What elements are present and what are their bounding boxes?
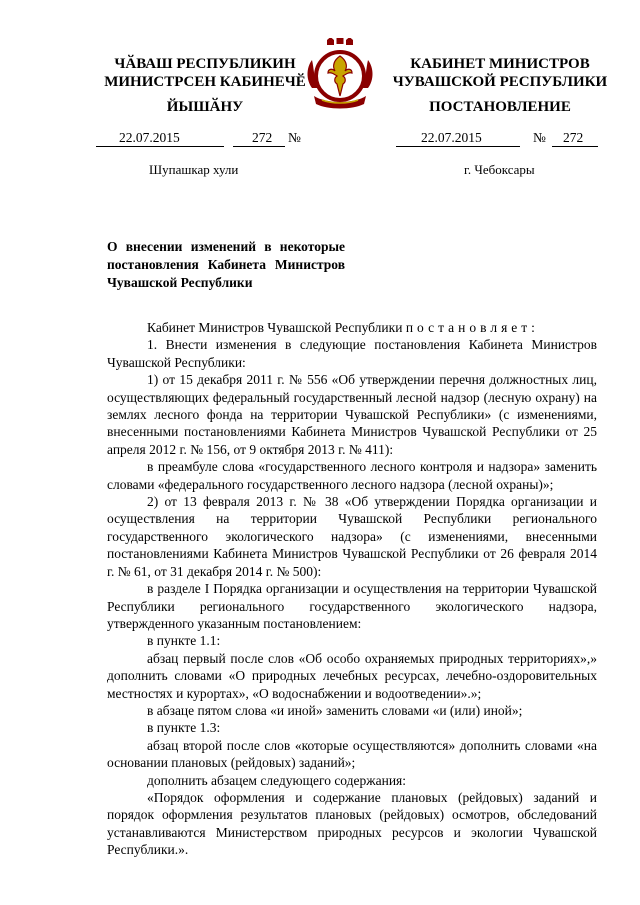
right-org-line2: ЧУВАШСКОЙ РЕСПУБЛИКИ: [392, 74, 608, 90]
left-doc-type: ЙЫШӐНУ: [166, 99, 244, 115]
left-date-underline: [96, 146, 224, 147]
body-paragraph: в разделе I Порядка организации и осуществления на территории Чувашской Республики регионального государственного экологического надзора, утвержденного указанным постановлением:: [107, 581, 597, 631]
body-paragraph: в пункте 1.1:: [147, 633, 221, 649]
body-paragraph: абзац первый после слов «Об особо охраняемых природных территориях»,» дополнить словами «О природных лечебных ресурсах, лечебно-оздоровительных местностях и курортах», «О водоснабжении и водоотведении».»;: [107, 650, 597, 701]
left-date: 22.07.2015: [119, 130, 180, 145]
body-paragraph: в абзаце пятом слова «и иной» заменить словами «и (или) иной»;: [147, 702, 523, 718]
right-number: 272: [563, 130, 584, 145]
body-paragraph: «Порядок оформления и содержание плановых (рейдовых) заданий и порядок оформления результатов плановых (рейдовых) осмотров, обследований устанавливаются Министерством природных ресурсов и экологии Чувашской Республики.».: [107, 789, 597, 858]
body-paragraph: в преамбуле слова «государственного лесного контроля и надзора» заменить словами «федерального государственного лесного надзора (лесной охраны)»;: [107, 459, 597, 492]
right-date: 22.07.2015: [421, 130, 482, 145]
left-number-sign: №: [288, 130, 301, 145]
right-number-sign: №: [533, 130, 546, 145]
body-paragraph: 2) от 13 февраля 2013 г. № 38 «Об утверждении Порядка организации и осуществления на территории Чувашской Республики регионального государственного экологического надзора» (с изменениями, внесенными постановлениями Кабинета Министров Чувашской Республики от 26 февраля 2014 г. № 61, от 31 декабря 2014 г. № 500):: [107, 494, 597, 579]
right-number-underline: [552, 146, 598, 147]
body-paragraph: дополнить абзацем следующего содержания:: [147, 772, 407, 788]
document-subject: О внесении изменений в некоторые постановления Кабинета Министров Чувашской Республики: [107, 239, 345, 290]
left-org-name: [95, 55, 315, 91]
body-lead: Кабинет Министров Чувашской Республики: [147, 320, 403, 335]
body-paragraph: 1. Внести изменения в следующие постановления Кабинета Министров Чувашской Республики:: [107, 337, 597, 370]
right-org-name: [385, 55, 615, 91]
right-doc-type: ПОСТАНОВЛЕНИЕ: [429, 99, 571, 115]
left-city: Шупашкар хули: [149, 162, 239, 177]
emblem-icon: [304, 38, 376, 116]
left-org-line1: ЧӐВАШ РЕСПУБЛИКИН: [114, 56, 296, 72]
body-lead-spaced: постановляет:: [405, 320, 539, 335]
body-lead-paragraph: [107, 319, 597, 336]
right-city: г. Чебоксары: [464, 162, 535, 177]
left-number-underline: [233, 146, 285, 147]
body-paragraph: абзац второй после слов «которые осуществляются» дополнить словами «на основании плановых (рейдовых) заданий»;: [107, 737, 597, 771]
right-date-underline: [396, 146, 520, 147]
document-body: [107, 319, 597, 859]
left-org-line2: МИНИСТРСЕН КАБИНЕЧӖ: [104, 74, 306, 90]
left-number: 272: [252, 130, 273, 145]
body-paragraph: 1) от 15 декабря 2011 г. № 556 «Об утверждении перечня должностных лиц, осуществляющих федеральный государственный лесной надзор (лесную охрану) на землях лесного фонда на территории Чувашской Республики» (с изменениями, внесенными постановлениями Кабинета Министров Чувашской Республики от 25 апреля 2012 г. № 156, от 9 октября 2013 г. № 411):: [107, 372, 597, 457]
right-org-line1: КАБИНЕТ МИНИСТРОВ: [410, 56, 590, 72]
body-paragraph: в пункте 1.3:: [147, 720, 221, 736]
